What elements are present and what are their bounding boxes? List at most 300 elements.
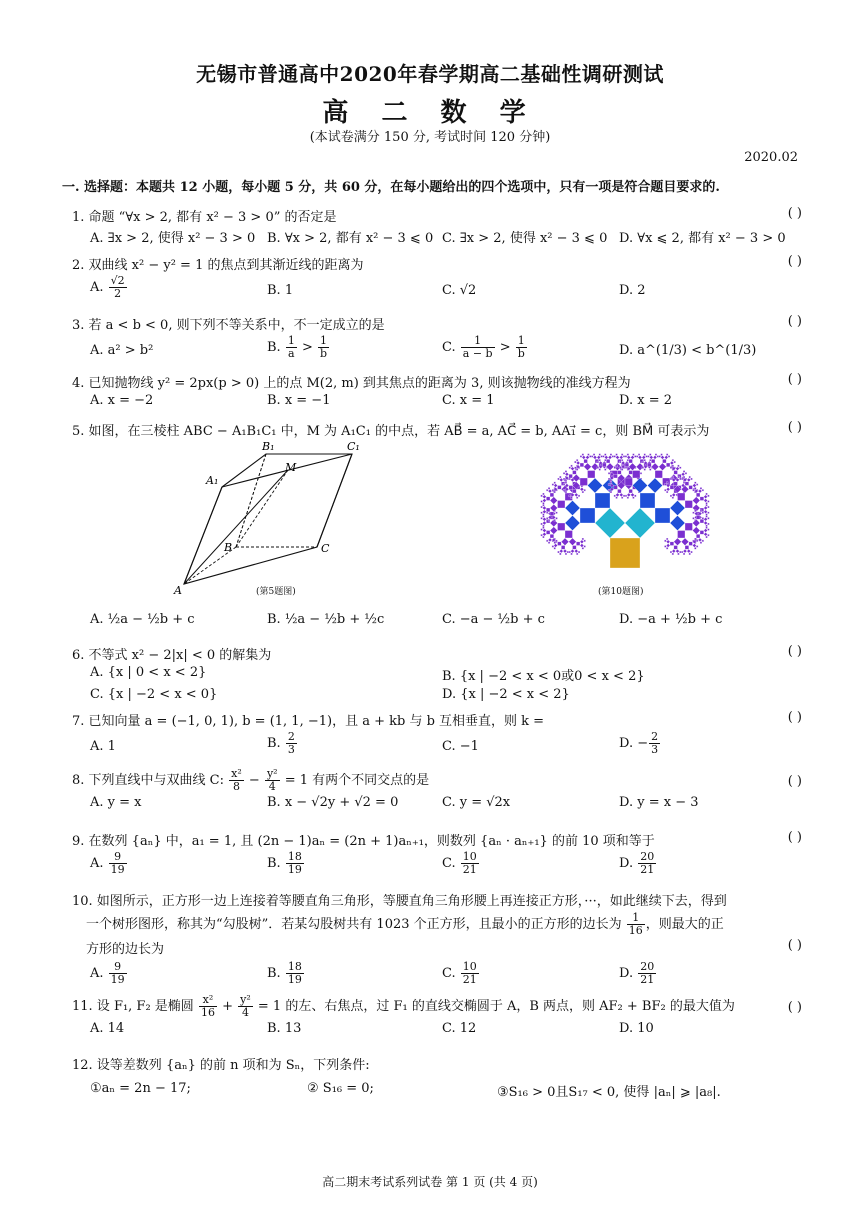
tree-square <box>683 549 687 553</box>
tree-square <box>700 531 704 535</box>
tree-square <box>646 456 648 458</box>
option-a: A. $\frac{√2}{2}$ <box>90 274 125 300</box>
tree-square <box>573 471 577 475</box>
tree-square <box>672 493 676 497</box>
tree-square <box>700 519 704 523</box>
tree-square <box>584 540 586 542</box>
label-a1: A₁ <box>206 474 219 487</box>
tree-square <box>576 497 578 499</box>
tree-square <box>708 517 710 519</box>
tree-square <box>608 478 610 480</box>
tree-square <box>685 482 689 486</box>
tree-square <box>694 538 696 540</box>
tree-square <box>689 476 691 478</box>
option-d: D. $\frac{20}{21}$ <box>619 960 655 986</box>
option-d: D. y = x − 3 <box>619 795 699 810</box>
option-d: D. −a + ½b + c <box>619 612 723 627</box>
tree-square <box>693 517 695 519</box>
tree-square <box>683 553 685 555</box>
tree-square <box>661 456 665 460</box>
tree-square <box>670 516 685 531</box>
tree-square <box>674 482 678 486</box>
tree-square <box>702 517 704 519</box>
figure-5-caption: (第5题图) <box>256 587 296 597</box>
answer-paren: ( ) <box>787 830 802 845</box>
question-10-stem-line-3: 方形的边长为 <box>86 942 165 957</box>
tree-square <box>599 454 601 456</box>
tree-square <box>679 467 681 469</box>
tree-square <box>546 489 548 491</box>
option-d: D. − $\frac{2}{3}$ <box>619 730 659 756</box>
tree-square <box>608 484 610 486</box>
tree-square <box>625 478 633 486</box>
tree-square <box>664 456 668 460</box>
tree-square <box>653 456 657 460</box>
tree-square <box>543 521 547 525</box>
tree-square <box>606 463 614 471</box>
option-b: B. ½a − ½b + ½c <box>267 612 385 627</box>
tree-square <box>676 467 680 471</box>
tree-square <box>685 472 687 474</box>
tree-square <box>642 456 646 460</box>
option-d: D. {x | −2 < x < 2} <box>442 687 570 702</box>
tree-square <box>543 493 545 495</box>
tree-square <box>666 547 668 549</box>
tree-square <box>670 467 672 469</box>
tree-square <box>625 467 627 469</box>
tree-square <box>704 521 708 525</box>
tree-square <box>629 471 633 475</box>
tree-square <box>541 495 543 497</box>
tree-square <box>543 504 545 506</box>
tree-square <box>546 531 550 535</box>
tree-square <box>601 456 603 458</box>
option-b: B. $\frac{18}{19}$ <box>267 850 302 876</box>
question-6-stem: 6. 不等式 x² − 2|x| < 0 的解集为 <box>72 648 272 663</box>
tree-square <box>672 497 674 499</box>
tree-square <box>541 529 543 531</box>
tree-square <box>541 501 543 503</box>
tree-square <box>696 493 700 497</box>
tree-square <box>674 471 678 475</box>
tree-square <box>565 501 580 516</box>
tree-square <box>670 551 672 553</box>
option-b: B. 1 <box>267 283 294 298</box>
tree-square <box>618 489 622 493</box>
tree-square <box>708 523 710 525</box>
answer-paren: ( ) <box>787 254 802 269</box>
exam-title: 无锡市普通高中2020年春学期高二基础性调研测试 <box>196 62 664 86</box>
tree-square <box>546 512 548 514</box>
tree-square <box>663 459 667 463</box>
tree-square <box>584 463 592 471</box>
tree-square <box>563 472 565 474</box>
tree-square <box>548 487 550 489</box>
tree-square <box>702 540 704 542</box>
tree-square <box>696 534 700 538</box>
tree-square <box>694 547 696 549</box>
tree-square <box>603 463 607 467</box>
tree-square <box>649 469 651 471</box>
tree-square <box>708 495 710 497</box>
tree-square <box>629 489 633 493</box>
option-b: B. ∀x > 2, 都有 x² − 3 ⩽ 0 <box>267 231 434 246</box>
tree-square <box>693 484 697 488</box>
question-2 <box>72 254 802 309</box>
tree-square <box>595 508 625 538</box>
tree-square <box>543 529 547 533</box>
tree-square <box>619 493 623 497</box>
label-c: C <box>321 542 330 555</box>
tree-square <box>571 467 575 471</box>
tree-square <box>614 495 616 497</box>
tree-square <box>569 538 577 546</box>
label-b1: B₁ <box>262 440 275 453</box>
tree-square <box>678 476 680 478</box>
tree-square <box>631 493 635 497</box>
tree-square <box>625 508 655 538</box>
tree-square <box>704 506 708 510</box>
tree-square <box>588 454 590 456</box>
tree-square <box>569 478 571 480</box>
tree-square <box>625 456 627 458</box>
tree-square <box>636 456 638 458</box>
tree-square <box>569 495 571 497</box>
tree-square <box>588 478 603 493</box>
option-a: A. {x | 0 < x < 2} <box>90 665 207 680</box>
option-b: B. x − √2y + √2 = 0 <box>267 795 399 810</box>
option-c: C. {x | −2 < x < 0} <box>90 687 218 702</box>
tree-square <box>584 546 586 548</box>
tree-square <box>685 523 693 531</box>
tree-square <box>625 495 627 497</box>
tree-square <box>655 508 670 523</box>
tree-square <box>644 459 646 461</box>
tree-square <box>696 546 698 548</box>
tree-square <box>561 546 565 550</box>
question-7 <box>72 710 802 765</box>
option-a: A. ½a − ½b + c <box>90 612 195 627</box>
tree-square <box>571 549 575 553</box>
tree-square <box>672 549 676 553</box>
tree-square <box>706 504 708 506</box>
tree-square <box>693 489 695 491</box>
tree-square <box>552 489 554 491</box>
tree-square <box>582 547 584 549</box>
tree-square <box>638 456 642 460</box>
tree-square <box>576 553 578 555</box>
tree-square <box>589 456 591 458</box>
tree-square <box>556 517 558 519</box>
option-c: C. −1 <box>442 739 479 754</box>
tree-square <box>604 469 606 471</box>
tree-square <box>559 553 561 555</box>
tree-square <box>610 480 612 482</box>
tree-square <box>674 538 682 546</box>
tree-square <box>664 489 666 491</box>
tree-square <box>614 486 618 490</box>
tree-square <box>708 501 710 503</box>
tree-square <box>569 486 573 490</box>
tree-square <box>693 544 697 548</box>
tree-square <box>580 478 588 486</box>
tree-square <box>565 480 567 482</box>
tree-square <box>604 454 606 456</box>
option-a: A. ∃x > 2, 使得 x² − 3 > 0 <box>90 231 256 246</box>
tree-square <box>664 540 666 542</box>
tree-square <box>571 465 573 467</box>
question-8-stem: 8. 下列直线中与双曲线 C: $\frac{\text{x²}}{8}$ − $\frac{\text{y²}}{4}$ = 1 有两个不同交点的是 <box>72 767 430 793</box>
tree-square <box>678 493 686 501</box>
tree-square <box>633 497 635 499</box>
question-3 <box>72 314 802 369</box>
tree-square <box>655 454 657 456</box>
tree-square <box>706 514 708 516</box>
tree-square <box>616 493 620 497</box>
option-c: C. $\frac{1}{a - b}$ > $\frac{1}{b}$ <box>442 334 525 360</box>
question-5 <box>72 420 802 439</box>
label-b: B <box>224 541 233 554</box>
tree-square <box>582 491 584 493</box>
tree-square <box>659 463 667 471</box>
tree-square <box>683 482 685 484</box>
tree-square <box>649 454 651 456</box>
tree-square <box>642 461 644 463</box>
tree-square <box>574 467 576 469</box>
tree-square <box>681 472 685 476</box>
tree-square <box>584 459 588 463</box>
option-d: D. 10 <box>619 1021 654 1036</box>
tree-square <box>691 551 693 553</box>
option-d: D. x = 2 <box>619 393 672 408</box>
tree-square <box>541 506 543 508</box>
tree-square <box>567 551 569 553</box>
tree-square <box>556 512 558 514</box>
tree-square <box>659 456 661 458</box>
tree-square <box>546 497 550 501</box>
tree-square <box>621 459 623 461</box>
tree-square <box>546 508 550 512</box>
tree-square <box>608 472 610 474</box>
option-b: B. x = −1 <box>267 393 331 408</box>
tree-square <box>576 459 578 461</box>
tree-square <box>541 534 543 536</box>
tree-square <box>554 484 558 488</box>
label-c1: C₁ <box>347 440 360 453</box>
answer-paren: ( ) <box>787 372 802 387</box>
tree-square <box>649 459 651 461</box>
tree-square <box>708 529 710 531</box>
option-c: C. 12 <box>442 1021 477 1036</box>
tree-square <box>586 456 590 460</box>
tree-square <box>706 502 708 504</box>
tree-square <box>664 546 666 548</box>
tree-square <box>708 512 710 514</box>
tree-square <box>674 461 676 463</box>
question-9-stem: 9. 在数列 {aₙ} 中，a₁ = 1, 且 (2n − 1)aₙ = (2n + 1)aₙ₊₁，则数列 {aₙ · aₙ₊₁} 的前 10 项和等于 <box>72 834 655 849</box>
tree-square <box>648 478 663 493</box>
option-c: C. −a − ½b + c <box>442 612 545 627</box>
tree-square <box>614 474 618 478</box>
answer-paren: ( ) <box>787 314 802 329</box>
tree-square <box>627 456 631 460</box>
tree-square <box>563 478 565 480</box>
tree-square <box>574 461 576 463</box>
tree-square <box>625 463 629 467</box>
tree-square <box>541 517 543 519</box>
tree-square <box>627 497 629 499</box>
tree-square <box>681 478 683 480</box>
tree-square <box>619 461 621 463</box>
tree-square <box>672 459 674 461</box>
label-m: M <box>285 461 297 474</box>
tree-square <box>657 456 659 458</box>
tree-square <box>704 517 708 521</box>
tree-square <box>670 461 674 465</box>
option-a: A. $\frac{9}{19}$ <box>90 960 125 986</box>
tree-square <box>619 456 623 460</box>
tree-square <box>689 553 691 555</box>
tree-square <box>644 454 646 456</box>
tree-square <box>543 499 547 503</box>
tree-square <box>550 534 554 538</box>
tree-square <box>580 540 584 544</box>
tree-square <box>655 471 663 479</box>
tree-square <box>578 551 580 553</box>
tree-square <box>543 527 545 529</box>
tree-square <box>582 456 586 460</box>
tree-square <box>550 504 558 512</box>
tree-square <box>558 551 560 553</box>
tree-square <box>708 506 710 508</box>
tree-square <box>580 463 584 467</box>
tree-square <box>558 523 566 531</box>
tree-square <box>565 471 567 473</box>
exam-subject: 高 二 数 学 <box>322 98 538 128</box>
tree-square <box>618 471 622 475</box>
tree-square <box>565 553 567 555</box>
tree-square <box>685 501 693 509</box>
tree-square <box>569 551 571 553</box>
tree-square <box>700 497 704 501</box>
tree-square <box>603 456 605 458</box>
option-d: D. a^(1/3) < b^(1/3) <box>619 343 757 358</box>
tree-square <box>696 516 700 520</box>
tree-square <box>670 486 674 490</box>
tree-square <box>619 467 621 469</box>
tree-square <box>558 478 560 480</box>
tree-square <box>672 476 674 478</box>
tree-square <box>702 512 704 514</box>
tree-square <box>559 478 563 482</box>
question-9 <box>72 830 802 885</box>
tree-square <box>683 471 685 473</box>
option-c: C. y = √2x <box>442 795 511 810</box>
tree-square <box>580 508 595 523</box>
tree-square <box>552 484 554 486</box>
option-d: D. ∀x ⩽ 2, 都有 x² − 3 > 0 <box>619 231 786 246</box>
tree-square <box>706 525 708 527</box>
tree-square <box>670 501 685 516</box>
tree-square <box>610 538 640 568</box>
tree-square <box>666 538 668 540</box>
tree-square <box>614 467 616 469</box>
tree-square <box>608 489 610 491</box>
tree-square <box>548 538 552 542</box>
tree-square <box>597 467 599 469</box>
tree-square <box>687 549 691 553</box>
tree-square <box>554 547 556 549</box>
tree-square <box>565 482 567 484</box>
tree-square <box>543 516 545 518</box>
tree-square <box>554 542 556 544</box>
tree-square <box>666 454 668 456</box>
tree-square <box>687 478 691 482</box>
tree-square <box>623 495 625 497</box>
tree-square <box>666 544 670 548</box>
tree-square <box>597 456 601 460</box>
tree-square <box>608 456 612 460</box>
tree-square <box>634 456 636 458</box>
tree-square <box>546 540 548 542</box>
option-b: B. $\frac{2}{3}$ <box>267 730 295 756</box>
option-c: C. √2 <box>442 283 477 298</box>
question-6 <box>72 644 802 709</box>
option-b: B. 13 <box>267 1021 302 1036</box>
tree-square <box>599 459 601 461</box>
tree-square <box>606 459 610 463</box>
tree-square <box>700 510 702 512</box>
tree-square <box>554 544 558 548</box>
tree-square <box>702 489 704 491</box>
option-b: B. {x | −2 < x < 0或0 < x < 2} <box>442 669 645 684</box>
answer-paren: ( ) <box>787 206 802 221</box>
question-10 <box>72 890 802 995</box>
tree-square <box>558 542 562 546</box>
tree-square <box>678 553 680 555</box>
tree-square <box>571 553 573 555</box>
question-12-stem: 12. 设等差数列 {aₙ} 的前 n 项和为 Sₙ，下列条件: <box>72 1058 370 1073</box>
tree-square <box>576 469 578 471</box>
tree-square <box>543 506 547 510</box>
tree-square <box>604 459 606 461</box>
tree-square <box>580 544 584 548</box>
pythagoras-tree-figure <box>540 446 710 574</box>
question-10-stem-line-2: 一个树形图形，称其为“勾股树”．若某勾股树共有 1023 个正方形，且最小的正方形的边长为 $\frac{1}{16}$ ，则最大的正 <box>86 911 724 937</box>
tree-square <box>648 463 652 467</box>
tree-square <box>614 456 616 458</box>
tree-square <box>616 497 618 499</box>
tree-square <box>573 489 577 493</box>
tree-square <box>681 538 689 546</box>
tree-square <box>610 482 612 484</box>
tree-square <box>616 465 618 467</box>
tree-square <box>706 527 708 529</box>
tree-square <box>580 456 582 458</box>
answer-paren: ( ) <box>787 1000 802 1015</box>
tree-square <box>552 546 554 548</box>
option-a: A. a² > b² <box>90 343 154 358</box>
tree-square <box>582 454 584 456</box>
tree-square <box>563 489 565 491</box>
tree-square <box>616 454 618 456</box>
tree-square <box>698 489 702 493</box>
tree-square <box>704 529 708 533</box>
option-a: A. y = x <box>90 795 142 810</box>
tree-square <box>649 456 653 460</box>
tree-square <box>558 486 562 490</box>
tree-square <box>706 536 708 538</box>
